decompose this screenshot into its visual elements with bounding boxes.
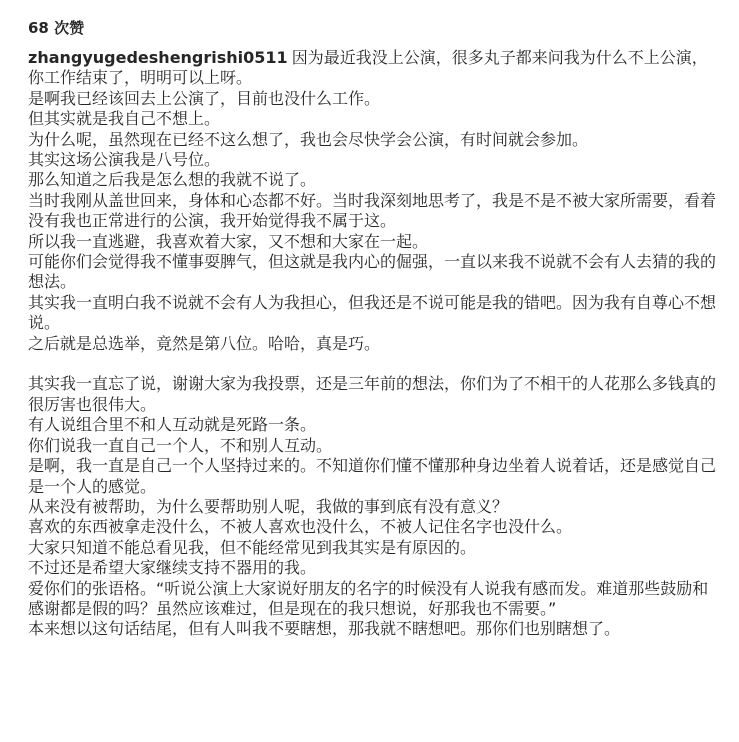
caption-line: 爱你们的张语格。“听说公演上大家说好朋友的名字的时候没有人说我有感而发。难道那些鼓励和感谢都是假的吗？虽然应该难过，但是现在的我只想说，好那我也不需要。” <box>28 578 709 618</box>
caption-line <box>28 48 718 89</box>
caption-text-segment: 因为最近我没上公演，很多丸子都来问我为什么不上公演，你工作结束了，明明可以上呀。 <box>28 48 708 88</box>
caption-line: 其实我一直明白我不说就不会有人为我担心，但我还是不说可能是我的错吧。因为我有自尊心不想说。 <box>28 292 717 333</box>
caption-line: 有人说组合里不和人互动就是死路一条。 <box>28 415 317 435</box>
caption-line: 其实这场公演我是八号位。 <box>28 150 221 170</box>
caption-line: 为什么呢，虽然现在已经不这么想了，我也会尽快学会公演，有时间就会参加。 <box>28 129 589 149</box>
caption-line: 那么知道之后我是怎么想的我就不说了。 <box>28 170 317 190</box>
caption-line: 是啊，我一直是自己一个人坚持过来的。不知道你们懂不懂那种身边坐着人说着话，还是感觉自己是一个人的感觉。 <box>28 456 717 496</box>
caption-text <box>28 48 718 640</box>
caption-line: 但其实就是我自己不想上。 <box>28 109 221 129</box>
caption-line: 大家只知道不能总看见我，但不能经常见到我其实是有原因的。 <box>28 537 477 557</box>
caption-line: 你们说我一直自己一个人，不和别人互动。 <box>28 435 333 455</box>
caption-line: 本来想以这句话结尾，但有人叫我不要瞎想，那我就不瞎想吧。那你们也别瞎想了。 <box>28 619 621 639</box>
caption-line: 是啊我已经该回去上公演了，目前也没什么工作。 <box>28 88 381 108</box>
caption-line: 喜欢的东西被拿走没什么，不被人喜欢也没什么，不被人记住名字也没什么。 <box>28 517 573 537</box>
caption-line: 其实我一直忘了说，谢谢大家为我投票，还是三年前的想法，你们为了不相干的人花那么多钱真的很厉害也很伟大。 <box>28 374 717 414</box>
caption-line: 不过还是希望大家继续支持不器用的我。 <box>28 558 317 578</box>
caption-line: 当时我刚从盖世回来，身体和心态都不好。当时我深刻地思考了，我是不是不被大家所需要，看着没有我也正常进行的公演，我开始觉得我不属于这。 <box>28 190 717 231</box>
likes-count[interactable]: 68 次赞 <box>28 19 85 37</box>
username-link[interactable]: zhangyugedeshengrishi0511 <box>28 48 288 67</box>
caption-line: 之后就是总选举，竟然是第八位。哈哈，真是巧。 <box>28 333 381 353</box>
caption-line: 从来没有被帮助，为什么要帮助别人呢，我做的事到底有没有意义？ <box>28 496 509 516</box>
post-caption-panel <box>28 18 718 640</box>
caption-blank-line <box>28 354 718 374</box>
caption-line: 所以我一直逃避，我喜欢着大家，又不想和大家在一起。 <box>28 231 429 251</box>
caption-line: 可能你们会觉得我不懂事耍脾气，但这就是我内心的倔强，一直以来我不说就不会有人去猜的我的想法。 <box>28 252 717 292</box>
